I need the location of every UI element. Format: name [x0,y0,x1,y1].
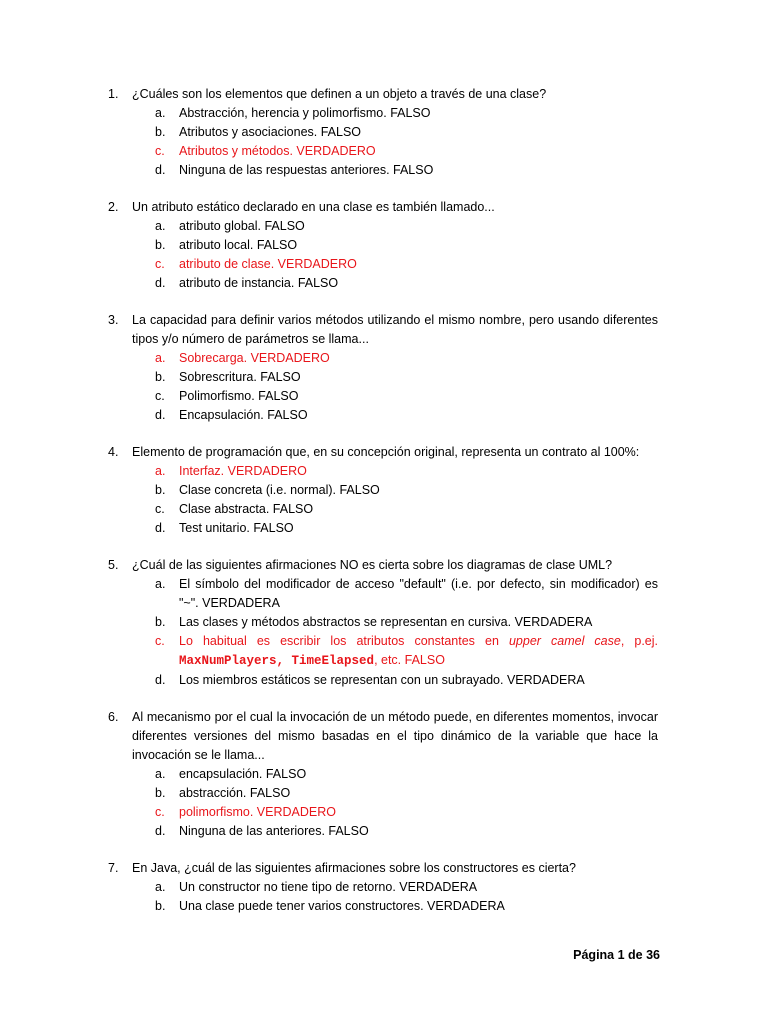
question-number: 2. [108,200,119,214]
question-list [108,85,658,934]
option-c: c. Polimorfismo. FALSO [155,389,299,403]
question-text: Elemento de programación que, en su concepción original, representa un contrato al 100%: [132,445,640,459]
question-5 [108,556,658,690]
option-d: d. Ninguna de las respuestas anteriores. FALSO [155,163,434,177]
option-a: a. El símbolo del modificador de acceso "default" (i.e. por defecto, sin modificador) es "~". VERDADERA [155,577,658,610]
option-a-correct: a. Interfaz. VERDADERO [155,464,307,478]
question-number: 3. [108,313,119,327]
question-text: Un atributo estático declarado en una clase es también llamado... [132,200,495,214]
option-d: d. Ninguna de las anteriores. FALSO [155,824,369,838]
option-d: d. Los miembros estáticos se representan con un subrayado. VERDADERA [155,673,585,687]
option-c-correct: c. polimorfismo. VERDADERO [155,805,336,819]
option-a-correct: a. Sobrecarga. VERDADERO [155,351,330,365]
option-b: b. Atributos y asociaciones. FALSO [155,125,362,139]
question-number: 7. [108,861,119,875]
question-number: 6. [108,710,119,724]
option-c-correct: c. atributo de clase. VERDADERO [155,257,357,271]
question-3 [108,311,658,425]
code-term: MaxNumPlayers [179,654,277,668]
option-a: a. Un constructor no tiene tipo de retorno. VERDADERA [155,880,478,894]
option-d: d. Test unitario. FALSO [155,521,294,535]
option-b: b. abstracción. FALSO [155,786,291,800]
option-a: a. encapsulación. FALSO [155,767,307,781]
page-number: Página 1 de 36 [573,948,660,962]
code-term: TimeElapsed [291,654,375,668]
question-number: 5. [108,558,119,572]
question-text: Al mecanismo por el cual la invocación de un método puede, en diferentes momentos, invocar diferentes versiones del mismo basadas en el tipo dinámico de la variable que hace la invocación se le llama... [132,710,658,762]
option-c: c. Clase abstracta. FALSO [155,502,314,516]
question-7 [108,859,658,916]
option-d: d. Encapsulación. FALSO [155,408,308,422]
question-text: ¿Cuáles son los elementos que definen a un objeto a través de una clase? [132,87,547,101]
question-number: 4. [108,445,119,459]
option-d: d. atributo de instancia. FALSO [155,276,339,290]
option-b: b. Una clase puede tener varios constructores. VERDADERA [155,899,505,913]
option-a: a. atributo global. FALSO [155,219,305,233]
option-b: b. Clase concreta (i.e. normal). FALSO [155,483,380,497]
option-b: b. Sobrescritura. FALSO [155,370,301,384]
option-b: b. atributo local. FALSO [155,238,298,252]
question-text: La capacidad para definir varios métodos utilizando el mismo nombre, pero usando diferentes tipos y/o número de parámetros se llama... [132,313,658,346]
question-text: En Java, ¿cuál de las siguientes afirmaciones sobre los constructores es cierta? [132,861,576,875]
option-a: a. Abstracción, herencia y polimorfismo. FALSO [155,106,431,120]
option-c-correct: c. Atributos y métodos. VERDADERO [155,144,376,158]
option-b: b. Las clases y métodos abstractos se representan en cursiva. VERDADERA [155,615,593,629]
question-text: ¿Cuál de las siguientes afirmaciones NO es cierta sobre los diagramas de clase UML? [132,558,613,572]
option-c-correct: c. Lo habitual es escribir los atributos constantes en upper camel case, p.ej. MaxNumPlayers, TimeElapsed, etc. FALSO [155,634,658,668]
question-number: 1. [108,87,119,101]
question-4 [108,443,658,538]
question-1 [108,85,658,180]
question-6 [108,708,658,841]
question-2 [108,198,658,293]
